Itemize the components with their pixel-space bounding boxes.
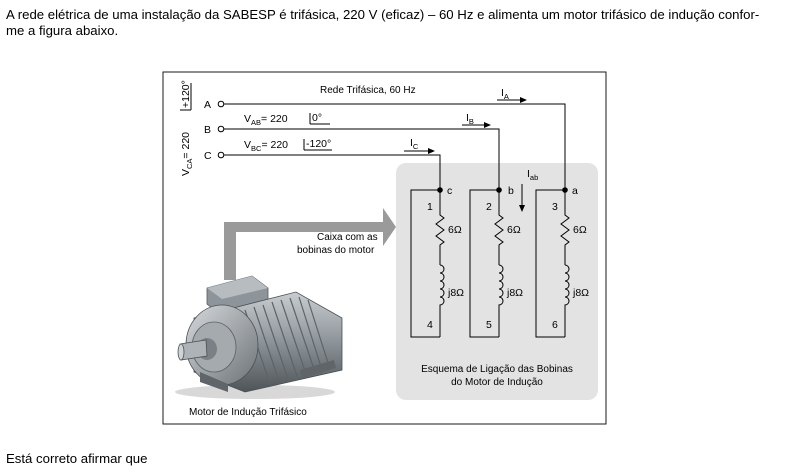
svg-text:Iab: $I_{ab}$ [527, 168, 539, 182]
figure-title: Rede Trifásica, 60 Hz [320, 85, 416, 96]
box-caption-line-2: bobinas do motor [297, 245, 375, 256]
terminal-2-label: 2 [486, 201, 492, 213]
question-line-2: me a figura abaixo. [6, 23, 119, 38]
node-b-label: b [508, 185, 514, 197]
terminal-5-label: 5 [486, 319, 492, 331]
scheme-caption-line-2: do Motor de Indução [451, 377, 543, 388]
scheme-caption-line-1: Esquema de Ligação das Bobinas [421, 364, 573, 375]
resistance-label-1: 6Ω [448, 224, 462, 236]
terminal-a-open [218, 101, 224, 107]
terminal-c-open [218, 152, 224, 158]
phase-c-label: C [204, 150, 212, 162]
box-caption-line-1: Caixa com as [317, 232, 378, 243]
terminal-4-label: 4 [427, 319, 433, 331]
resistance-label-2: 6Ω [507, 224, 521, 236]
question-line-1: A rede elétrica de uma instalação da SABESP é trifásica, 220 V (eficaz) – 60 Hz e alimenta um motor trifásico de indução confor- [6, 7, 760, 22]
terminal-6-label: 6 [552, 319, 558, 331]
svg-text:VCA= 220: $V_{CA}= 220$ [180, 131, 194, 176]
svg-text:0°: 0° [312, 112, 323, 124]
svg-text:-120°: -120° [306, 138, 332, 150]
svg-text:IB: $I_B$ [466, 112, 474, 126]
svg-text:+120°: +120° [180, 80, 192, 108]
terminal-b-open [218, 126, 224, 132]
terminal-3-label: 3 [552, 201, 558, 213]
svg-text:IA: $I_A$ [501, 87, 509, 101]
resistance-label-3: 6Ω [573, 224, 587, 236]
phase-a-label: A [204, 99, 212, 111]
reactance-label-2: j8Ω [507, 287, 524, 299]
phase-b-label: B [204, 124, 212, 136]
motor-caption: Motor de Indução Trifásico [189, 407, 307, 418]
reactance-label-3: j8Ω [573, 287, 590, 299]
reactance-label-1: j8Ω [448, 287, 465, 299]
node-a-label: a [572, 185, 578, 197]
svg-text:VAB= 220: $V_{AB}= 220$ [244, 113, 288, 127]
terminal-1-label: 1 [427, 201, 433, 213]
footer-text: Está correto afirmar que [6, 451, 148, 466]
svg-text:VBC= 220: $V_{BC}= 220$ [244, 139, 289, 153]
svg-text:IC: $I_C$ [410, 137, 419, 151]
node-c-label: c [447, 185, 453, 197]
